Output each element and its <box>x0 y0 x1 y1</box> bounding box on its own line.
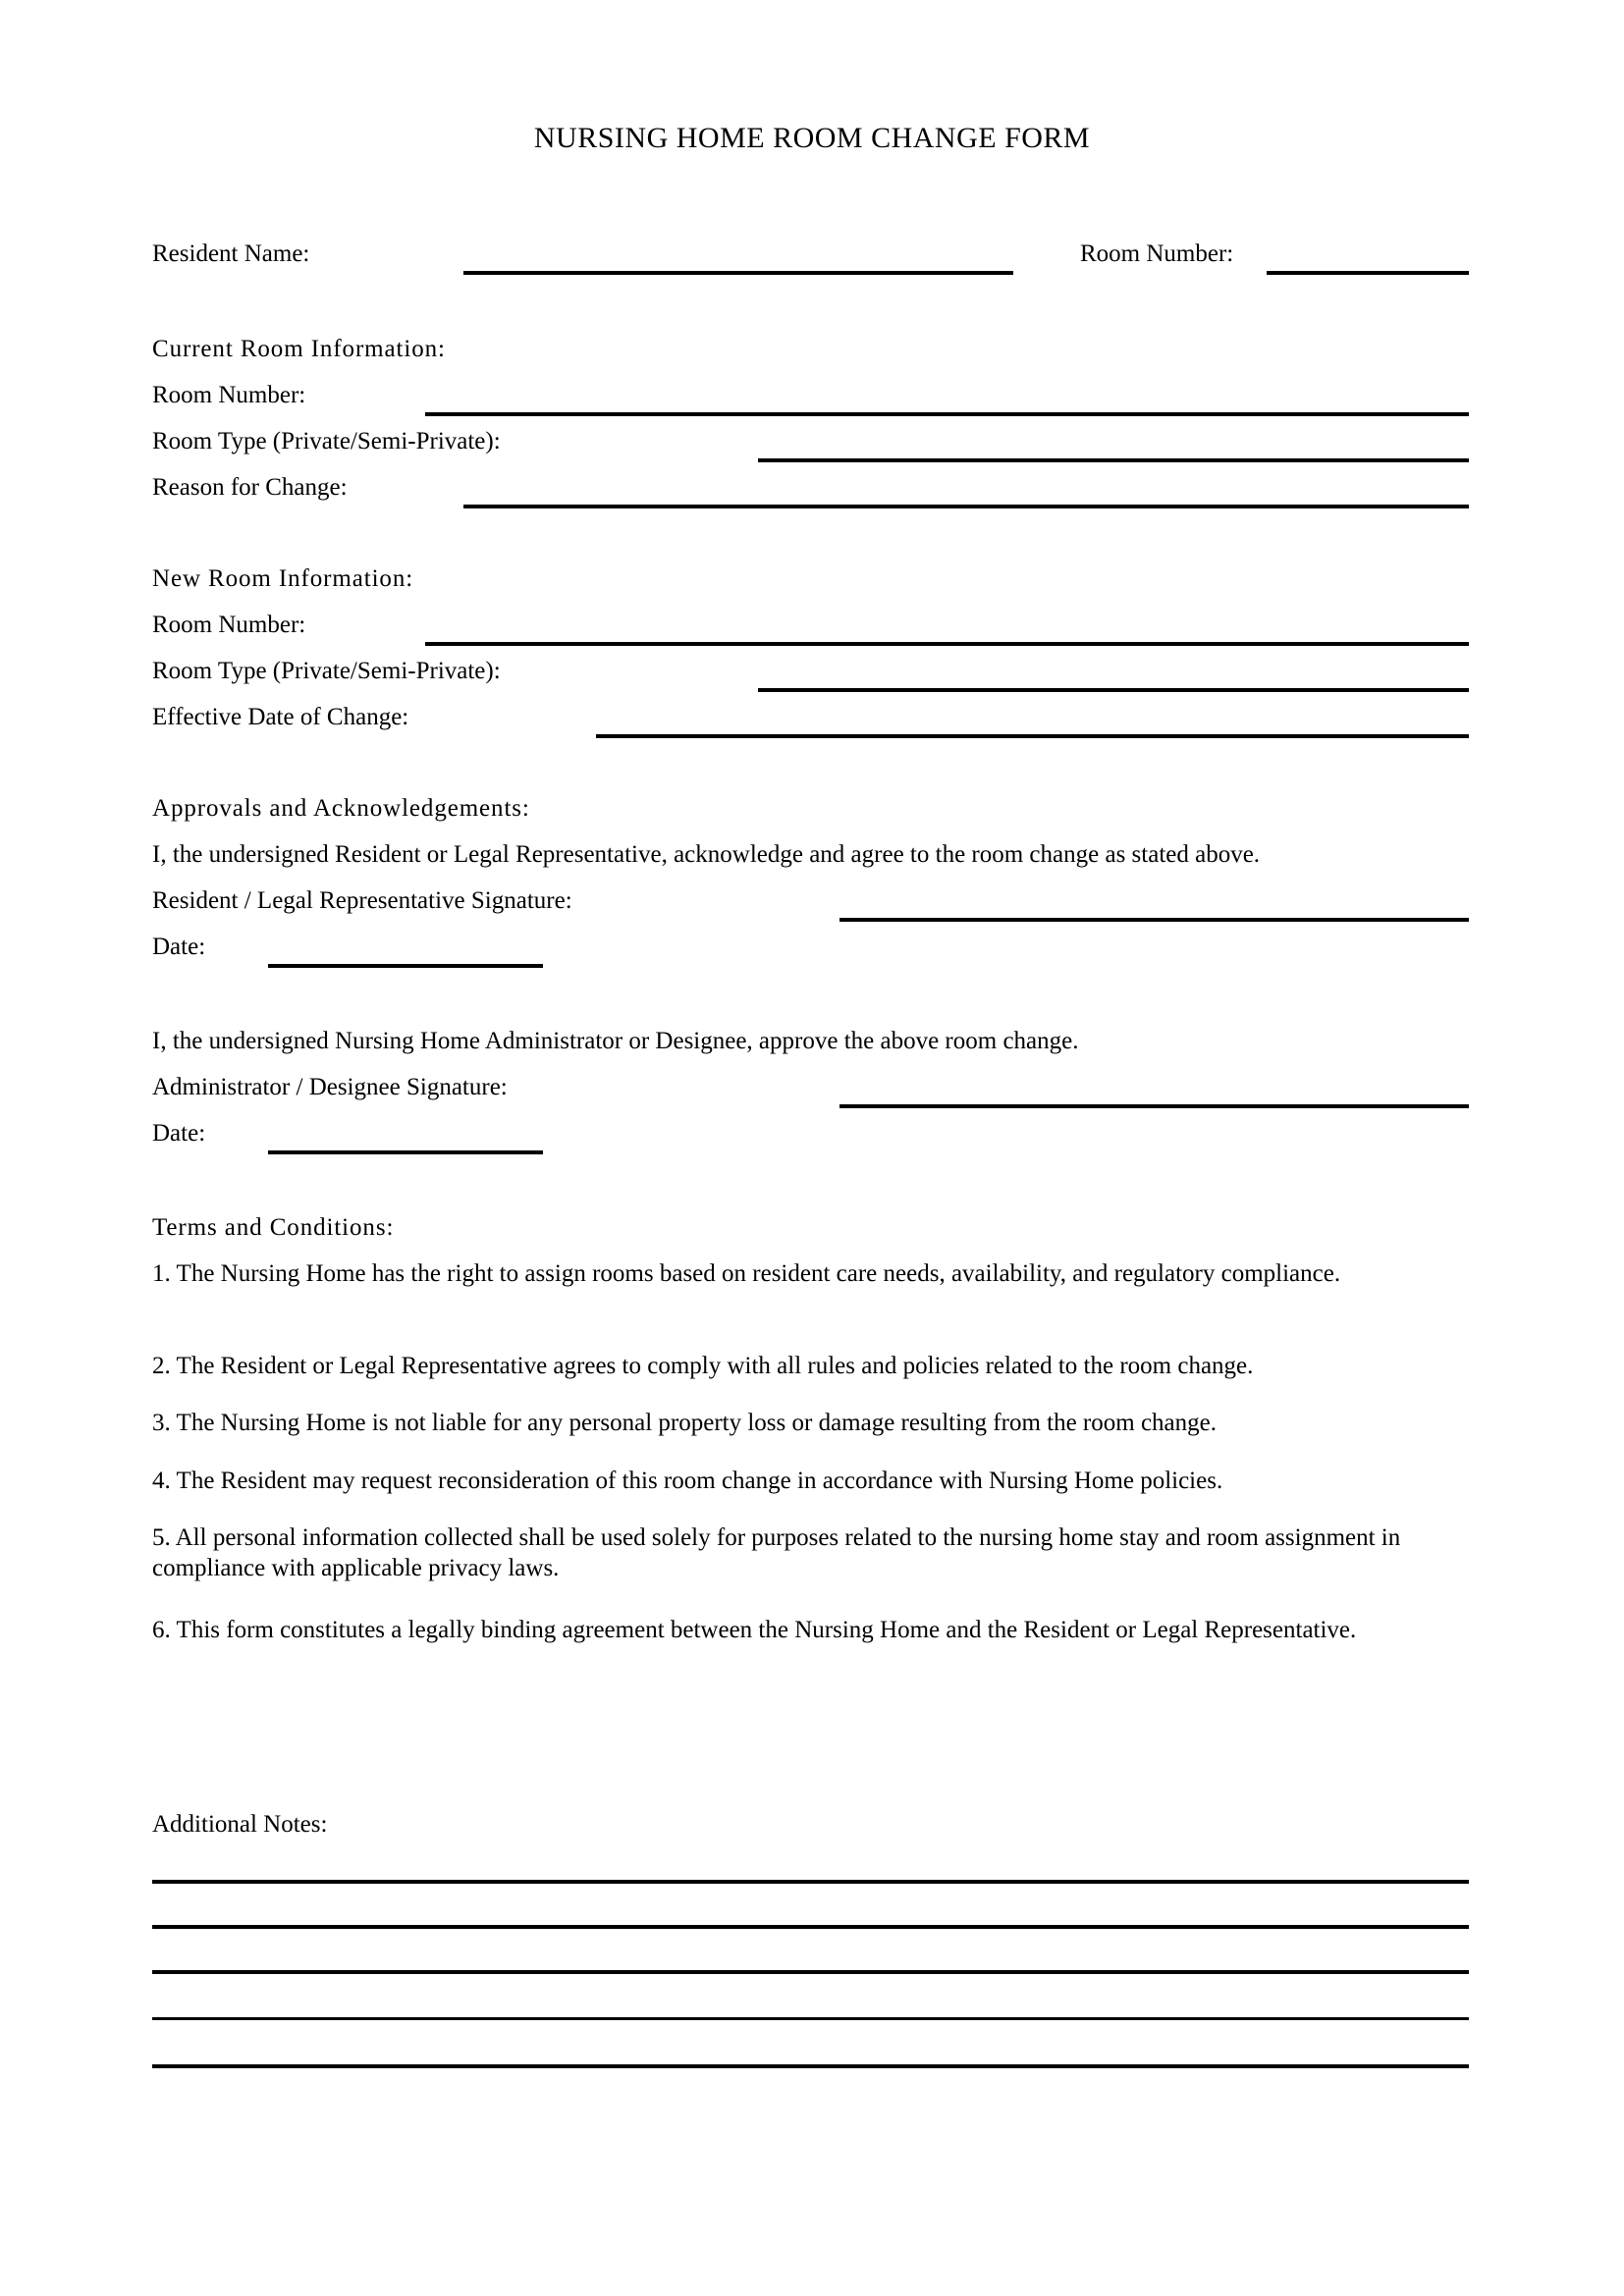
resident-signature-input-rule[interactable] <box>839 918 1469 922</box>
approvals-section-label: Approvals and Acknowledgements: <box>152 795 530 822</box>
new-room-type-label: Room Type (Private/Semi-Private): <box>152 658 501 684</box>
resident-name-label: Resident Name: <box>152 240 310 267</box>
current-reason-for-change-label: Reason for Change: <box>152 474 348 501</box>
terms-item-3: 3. The Nursing Home is not liable for any personal property loss or damage resulting from the room change. <box>152 1410 1217 1436</box>
resident-date-input-rule[interactable] <box>268 964 543 968</box>
additional-notes-line-4[interactable] <box>152 2017 1469 2020</box>
resident-signature-label: Resident / Legal Representative Signature: <box>152 887 572 914</box>
current-room-type-input-rule[interactable] <box>758 458 1469 462</box>
new-room-type-input-rule[interactable] <box>758 688 1469 692</box>
new-room-section-label: New Room Information: <box>152 565 414 592</box>
administrator-approval-statement: I, the undersigned Nursing Home Administrator or Designee, approve the above room change. <box>152 1028 1079 1054</box>
current-reason-for-change-input-rule[interactable] <box>463 505 1469 508</box>
terms-section-label: Terms and Conditions: <box>152 1214 395 1241</box>
administrator-signature-label: Administrator / Designee Signature: <box>152 1074 508 1100</box>
terms-item-4: 4. The Resident may request reconsideration of this room change in accordance with Nursing Home policies. <box>152 1468 1223 1494</box>
additional-notes-line-3[interactable] <box>152 1970 1469 1974</box>
resident-date-label: Date: <box>152 934 206 960</box>
current-room-number-label: Room Number: <box>152 382 306 408</box>
header-room-number-input-rule[interactable] <box>1267 271 1469 275</box>
administrator-signature-input-rule[interactable] <box>839 1104 1469 1108</box>
current-room-number-input-rule[interactable] <box>425 412 1469 416</box>
new-room-number-input-rule[interactable] <box>425 642 1469 646</box>
header-room-number-label: Room Number: <box>1080 240 1234 267</box>
new-room-effective-date-input-rule[interactable] <box>596 734 1469 738</box>
terms-item-1: 1. The Nursing Home has the right to assign rooms based on resident care needs, availability, and regulatory compliance. <box>152 1260 1341 1287</box>
additional-notes-label: Additional Notes: <box>152 1811 328 1838</box>
page-title: NURSING HOME ROOM CHANGE FORM <box>533 122 1091 154</box>
additional-notes-line-2[interactable] <box>152 1925 1469 1929</box>
terms-item-6: 6. This form constitutes a legally binding agreement between the Nursing Home and the Resident or Legal Representative. <box>152 1617 1357 1643</box>
current-room-type-label: Room Type (Private/Semi-Private): <box>152 428 501 454</box>
resident-name-input-rule[interactable] <box>463 271 1013 275</box>
new-room-effective-date-label: Effective Date of Change: <box>152 704 409 730</box>
current-room-section-label: Current Room Information: <box>152 336 446 362</box>
terms-item-2: 2. The Resident or Legal Representative agrees to comply with all rules and policies related to the room change. <box>152 1353 1254 1379</box>
terms-item-5: 5. All personal information collected shall be used solely for purposes related to the nursing home stay and room assignment in compliance with applicable privacy laws. <box>152 1524 1401 1582</box>
new-room-number-label: Room Number: <box>152 612 306 638</box>
additional-notes-line-1[interactable] <box>152 1880 1469 1884</box>
resident-acknowledgement-statement: I, the undersigned Resident or Legal Representative, acknowledge and agree to the room change as stated above. <box>152 841 1261 868</box>
additional-notes-line-5[interactable] <box>152 2064 1469 2068</box>
administrator-date-label: Date: <box>152 1120 206 1147</box>
administrator-date-input-rule[interactable] <box>268 1150 543 1154</box>
